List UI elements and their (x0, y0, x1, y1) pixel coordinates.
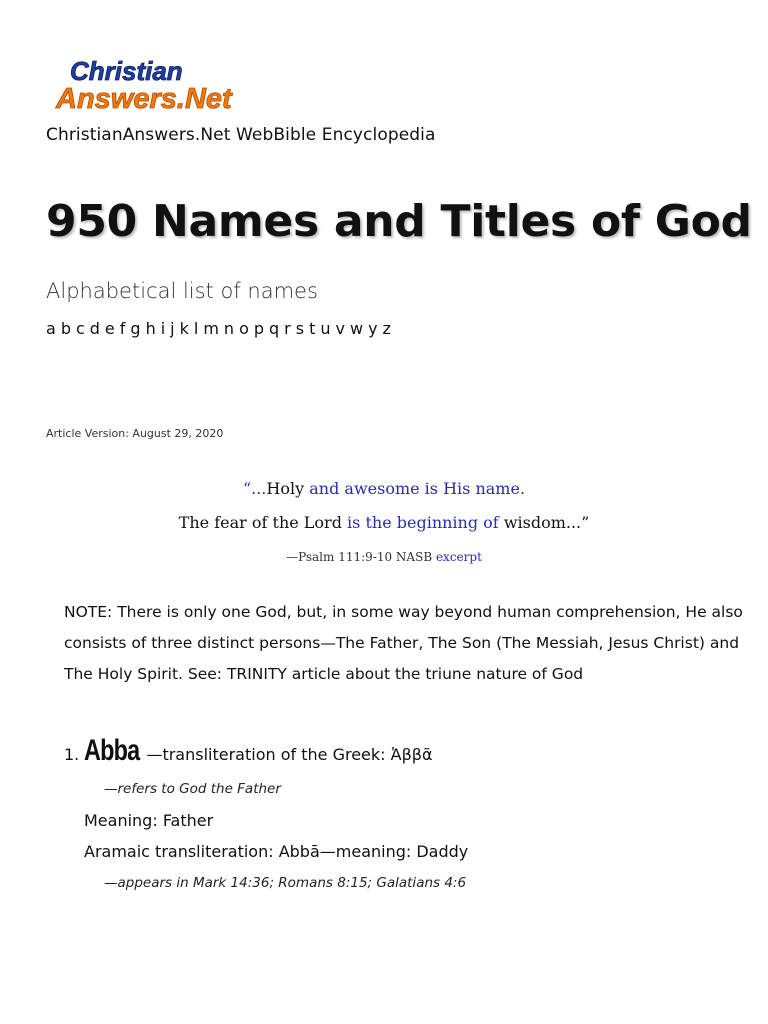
alphabet-link-y[interactable]: y (368, 319, 378, 338)
alphabet-link-t[interactable]: t (309, 319, 316, 338)
alphabet-link-l[interactable]: l (193, 319, 199, 338)
alphabet-link-u[interactable]: u (320, 319, 331, 338)
alphabet-nav (46, 319, 396, 338)
logo-graphic (54, 56, 240, 114)
alphabet-link-d[interactable]: d (89, 319, 100, 338)
quote-open: “... (242, 479, 267, 498)
quote-line2-b: is the beginning of (341, 513, 504, 532)
alphabet-link-a[interactable]: a (46, 319, 56, 338)
alphabet-link-p[interactable]: p (253, 319, 265, 338)
alphabet-link-c[interactable]: c (75, 319, 85, 338)
entry-appears: —appears in Mark 14:36; Romans 8:15; Galatians 4:6 (104, 875, 467, 891)
logo-line1: Christian (70, 56, 183, 86)
alphabet-link-h[interactable]: h (145, 319, 156, 338)
name-entry (64, 734, 744, 891)
entry-transliteration: —transliteration of the Greek: Ἀββᾶ (146, 745, 433, 764)
alphabet-link-b[interactable]: b (60, 319, 71, 338)
entry-meaning: Meaning: Father (84, 811, 214, 830)
site-name: ChristianAnswers.Net WebBible Encyclopedia (46, 125, 436, 145)
site-logo[interactable] (54, 56, 240, 114)
entry-refers: —refers to God the Father (104, 781, 281, 797)
quote-line1-rest: and awesome is His name. (304, 479, 526, 498)
entry-heading (64, 734, 744, 768)
entry-number: 1. (64, 745, 80, 764)
entry-name: Abba (84, 734, 140, 767)
citation-link[interactable]: excerpt (435, 550, 482, 564)
trinity-note: NOTE: There is only one God, but, in some way beyond human comprehension, He also consists of three distinct persons—The Father, The Son (The Messiah, Jesus Christ) and The Holy Spirit. See: TRINITY article about the triune nature of God (64, 603, 743, 683)
alphabet-link-s[interactable]: s (295, 319, 305, 338)
alphabet-link-j[interactable]: j (170, 319, 175, 338)
quote-citation (0, 550, 768, 564)
quote-line-2 (0, 513, 768, 532)
alphabet-link-m[interactable]: m (203, 319, 219, 338)
quote-line2-a: The fear of the Lord (178, 513, 342, 532)
quote-line2-c: wisdom...” (503, 513, 590, 532)
quote-line-1 (0, 479, 768, 498)
alphabet-link-e[interactable]: e (104, 319, 115, 338)
alphabet-link-z[interactable]: z (382, 319, 391, 338)
logo-line2: Answers.Net (56, 83, 232, 114)
alphabet-link-q[interactable]: q (269, 319, 280, 338)
article-version: Article Version: August 29, 2020 (46, 427, 224, 440)
entry-aramaic: Aramaic transliteration: Abbā—meaning: Daddy (84, 842, 469, 861)
quote-holy: Holy (266, 479, 305, 498)
page-subtitle: Alphabetical list of names (46, 279, 318, 303)
page-title: 950 Names and Titles of God (46, 196, 752, 247)
alphabet-link-g[interactable]: g (130, 319, 141, 338)
alphabet-link-f[interactable]: f (119, 319, 126, 338)
alphabet-link-n[interactable]: n (223, 319, 235, 338)
citation-text: —Psalm 111:9-10 NASB (286, 550, 436, 564)
alphabet-link-w[interactable]: w (349, 319, 364, 338)
alphabet-link-k[interactable]: k (179, 319, 189, 338)
alphabet-link-r[interactable]: r (284, 319, 291, 338)
alphabet-link-o[interactable]: o (239, 319, 249, 338)
alphabet-link-i[interactable]: i (160, 319, 166, 338)
alphabet-link-v[interactable]: v (335, 319, 345, 338)
